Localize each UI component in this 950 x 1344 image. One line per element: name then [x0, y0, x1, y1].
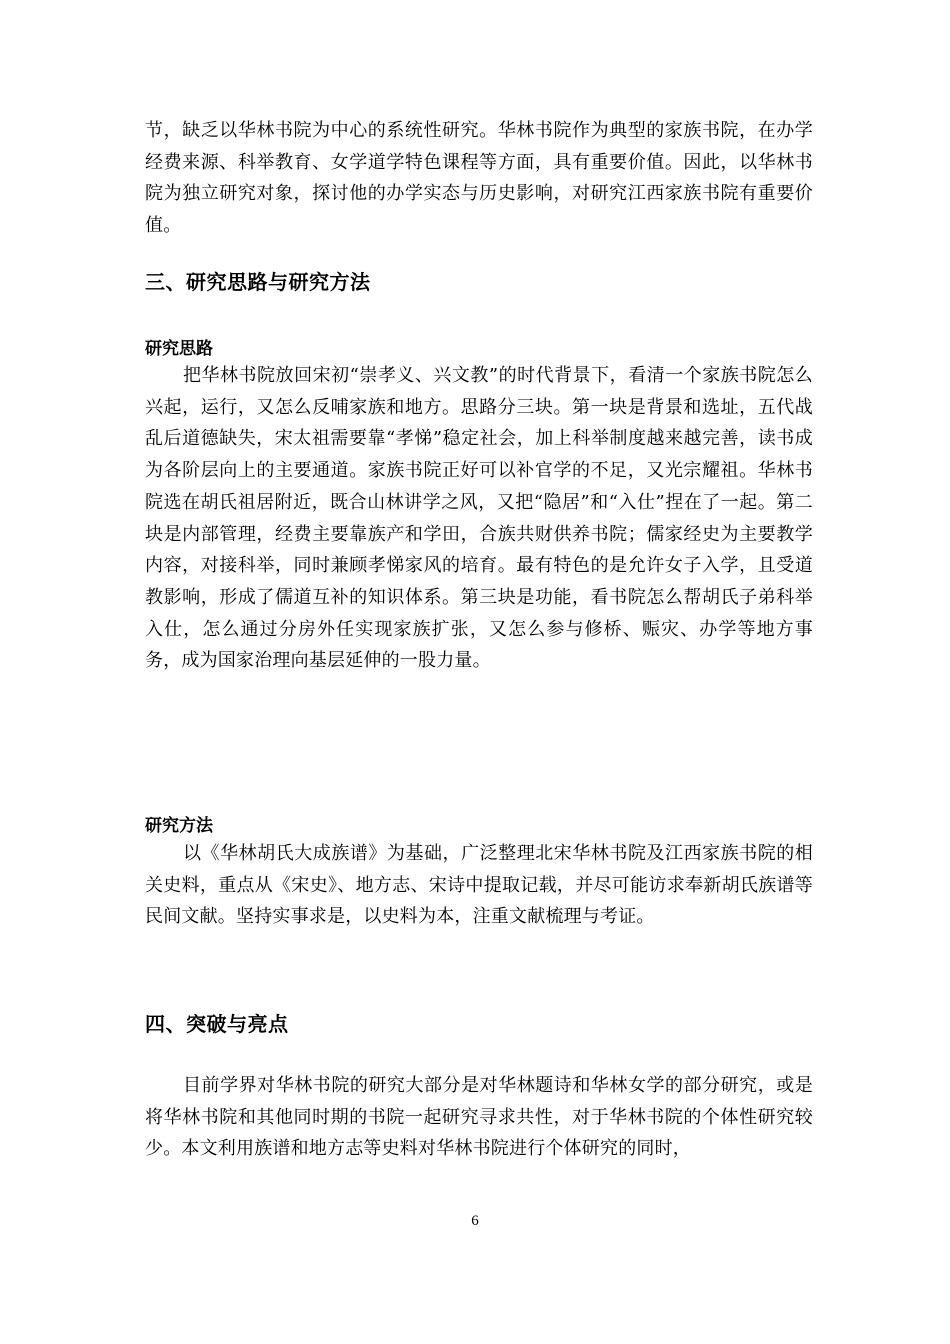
section-3-heading: 三、研究思路与研究方法 — [145, 270, 371, 294]
section-4-heading: 四、突破与亮点 — [145, 1012, 289, 1036]
research-approach-paragraph: 把华林书院放回宋初“崇孝义、兴文教”的时代背景下，看清一个家族书院怎么兴起，运行，又怎么反哺家族和地方。思路分三块。第一块是背景和选址，五代战乱后道德缺失，宋太祖需要靠“孝悌”稳定社会，加上科举制度越来越完善，读书成为各阶层向上的主要通道。家族书院正好可以补官学的不足，又光宗耀祖。华林书院选在胡氏祖居附近，既合山林讲学之风，又把“隐居”和“入仕”捏在了一起。第二块是内部管理，经费主要靠族产和学田，合族共财供养书院；儒家经史为主要教学内容，对接科举，同时兼顾孝悌家风的培育。最有特色的是允许女子入学，且受道教影响，形成了儒道互补的知识体系。第三块是功能，看书院怎么帮胡氏子弟科举入仕，怎么通过分房外任实现家族扩张，又怎么参与修桥、赈灾、办学等地方事务，成为国家治理向基层延伸的一股力量。 — [145, 365, 813, 672]
intro-paragraph: 节，缺乏以华林书院为中心的系统性研究。华林书院作为典型的家族书院，在办学经费来源、科举教育、女学道学特色课程等方面，具有重要价值。因此，以华林书院为独立研究对象，探讨他的办学实态与历史影响，对研究江西家族书院有重要价值。 — [145, 120, 813, 237]
research-method-paragraph: 以《华林胡氏大成族谱》为基础，广泛整理北宋华林书院及江西家族书院的相关史料，重点从《宋史》、地方志、宋诗中提取记载，并尽可能访求奉新胡氏族谱等民间文献。坚持实事求是，以史料为本，注重文献梳理与考证。 — [145, 843, 813, 928]
section-4-paragraph: 目前学界对华林书院的研究大部分是对华林题诗和华林女学的部分研究，或是将华林书院和其他同时期的书院一起研究寻求共性，对于华林书院的个体性研究较少。本文利用族谱和地方志等史料对华林书院进行个体研究的同时， — [145, 1075, 813, 1160]
research-method-subheading: 研究方法 — [145, 816, 213, 836]
page-number: 6 — [471, 1213, 479, 1229]
research-approach-subheading: 研究思路 — [145, 339, 213, 359]
